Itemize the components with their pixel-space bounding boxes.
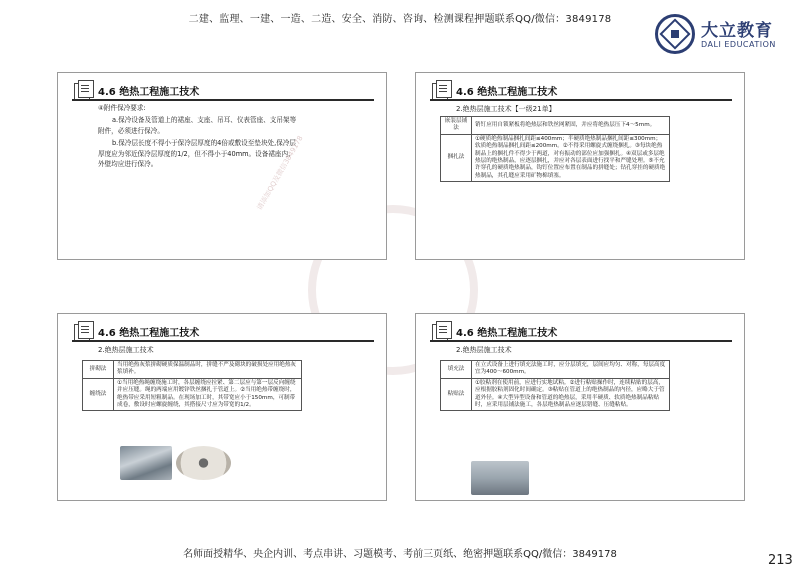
table-row [441, 117, 670, 135]
slide-text: ④附件保冷要求: [98, 104, 146, 112]
slide-subtitle: 2.绝热层施工技术【一级21单】 [456, 105, 556, 113]
document-icon [72, 79, 94, 101]
table-row [441, 378, 670, 411]
slide-1 [57, 72, 387, 260]
method-table [440, 360, 670, 411]
row-label: 捆扎法 [441, 134, 472, 181]
logo [655, 14, 795, 58]
slide-4 [415, 313, 745, 501]
title-rule [430, 340, 732, 342]
slide-subtitle: 2.绝热层施工技术 [98, 346, 154, 354]
table-row [441, 361, 670, 379]
logo-name: 大立教育 [701, 21, 773, 41]
row-label: 拼砌法 [83, 361, 114, 379]
slide-3 [57, 313, 387, 501]
row-text: ①硬质绝热制品捆扎间距≤400mm；半硬质绝热制品捆扎间距≤300mm；软质绝热制品捆扎间距≤200mm。②不得采用螺旋式缠绕捆扎。③每块绝热制品上的捆扎件不得少于两道，对有振动的部位应加强捆扎。④双层或多层绝热层的绝热制品，应逐层捆扎，并应对各层表面进行找平和严缝处理。⑤不允许穿孔的硬质绝热制品，钩钉位置应布置在制品的拼缝处；钻孔穿挂的硬质绝热制品，其孔缝应采用矿物棉填塞。 [472, 134, 670, 181]
title-rule [72, 340, 374, 342]
title-rule [72, 99, 374, 101]
document-icon [72, 320, 94, 342]
row-label: 粘贴法 [441, 378, 472, 411]
footer-banner: 名师面授精华、央企内训、考点串讲、习题模考、考前三页纸、绝密押题联系QQ/微信：3849178 [183, 549, 617, 560]
table-row [83, 378, 302, 411]
row-text: ①胶粘剂在使用前，应进行实地试粘。②进行粘贴操作时，连续粘贴的层高，应根据胶粘剂固化时间确定。③粘贴在管道上的绝热制品的内径，应略大于管道外径。④大型异型设备和管道的绝热层，采用半硬质、软质绝热制品粘贴时，应采用层铺法施工，各层绝热制品应逐层错缝、压缝粘贴。 [472, 378, 670, 411]
slide-title: 4.6 绝热工程施工技术 [98, 328, 200, 339]
document-icon [430, 79, 452, 101]
header-banner: 二建、监理、一建、一造、二造、安全、消防、咨询、检测课程押题联系QQ/微信：3849178 [188, 14, 612, 25]
row-text: 在立式设备上进行填充法施工时，应分层填充，层间应均匀、对称，每层高度宜为400～600mm。 [472, 361, 670, 379]
slide-title: 4.6 绝热工程施工技术 [456, 328, 558, 339]
logo-emblem-icon [655, 14, 695, 54]
worker-photo [471, 461, 529, 495]
row-label: 嵌装层铺法 [441, 117, 472, 135]
row-label: 缠绕法 [83, 378, 114, 411]
slide-text: b.保冷层长度不得小于保冷层厚度的4倍或敷设至垫块处,保冷层厚度应为邻近保冷层厚度的1/2，但不得小于40mm。设备裙座内、外壁均应进行保冷。 [98, 139, 297, 168]
row-text: 当用绝热灰浆拼砌硬质保温制品时，拼缝不严及砌块的破损处应用绝热灰浆填补。 [114, 361, 302, 379]
slide-title: 4.6 绝热工程施工技术 [456, 87, 558, 98]
slide-title: 4.6 绝热工程施工技术 [98, 87, 200, 98]
slide-subtitle: 2.绝热层施工技术 [456, 346, 512, 354]
row-text: 销钉应用自锁紧板将绝热层和铁丝网紧固，并应将绝热层压下4～5mm。 [472, 117, 670, 135]
slide-2 [415, 72, 745, 260]
row-text: ①当用绝热绳缠绕施工时，各层缠绕应拉紧、第二层应与第一层反向缠绕并应压缝。绳的两端应用镀锌铁丝捆扎于管道上。②当用绝热带缠绕时，绝热带应采用短粗制品。在现场加工时，其带宽应小于150mm，可制带成卷，敷设时应螺旋缠绕，其搭接尺寸应为带宽的1/2。 [114, 378, 302, 411]
watermark-text: 请添加QQ及微信3849178 [255, 134, 305, 212]
table-row [83, 361, 302, 379]
pipe-photo [120, 446, 172, 480]
insulation-roll-photo [176, 446, 231, 480]
page-number: 213 [768, 553, 793, 568]
document-icon [430, 320, 452, 342]
method-table [440, 116, 670, 182]
table-row [441, 134, 670, 181]
row-label: 填充法 [441, 361, 472, 379]
logo-tagline: DALI EDUCATION [701, 40, 776, 49]
slide-text: a.保冷设备及管道上的裙座、支座、吊耳、仪表管座、支吊架等附件，必须进行保冷。 [98, 116, 297, 135]
method-table [82, 360, 302, 411]
title-rule [430, 99, 732, 101]
